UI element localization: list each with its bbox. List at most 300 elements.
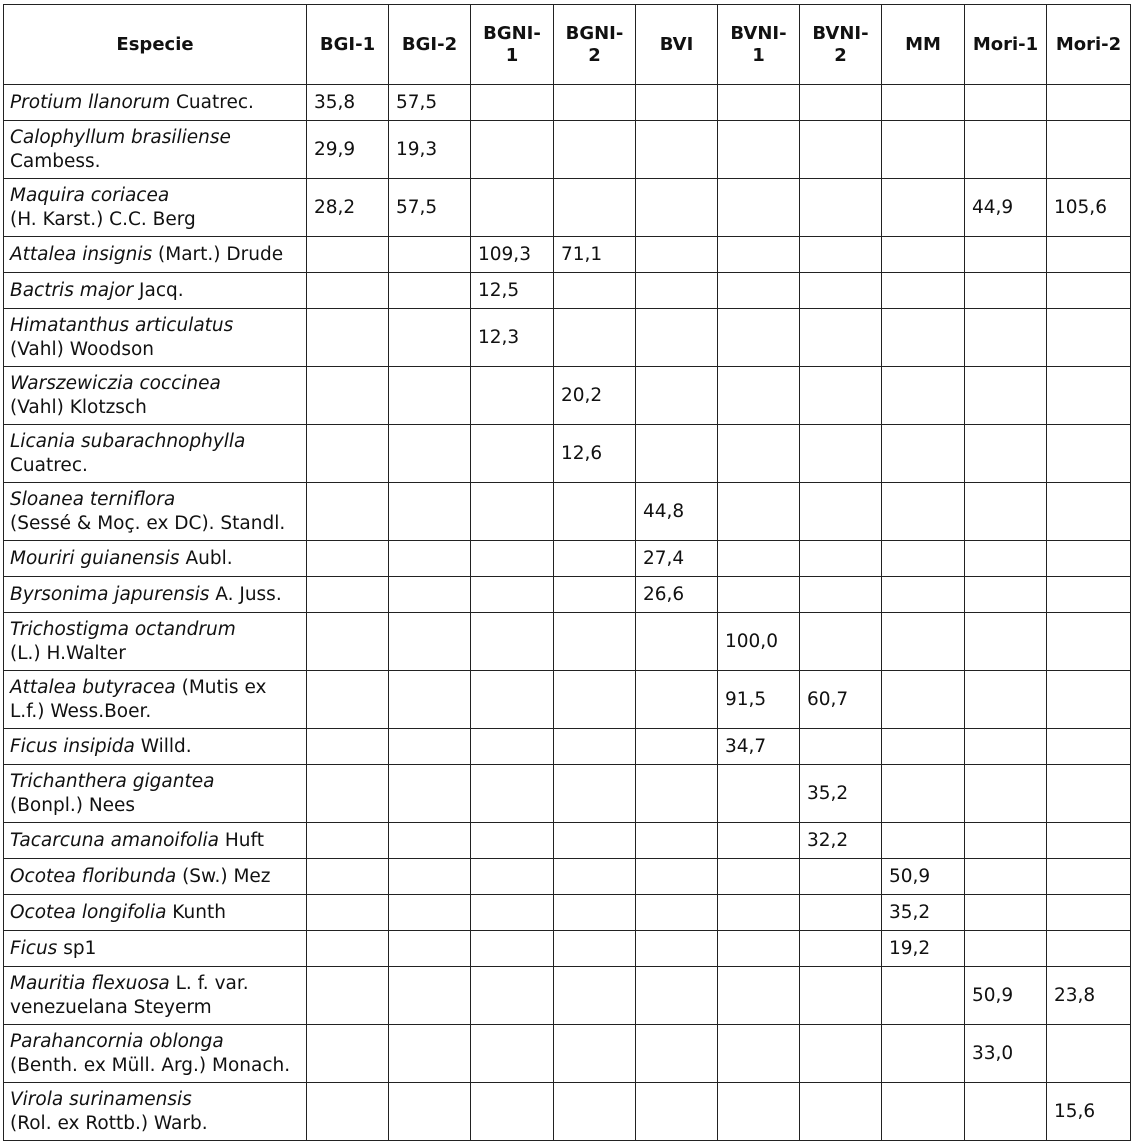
author-name: (Rol. ex Rottb.) Warb. <box>10 1112 208 1134</box>
scientific-name: Trichanthera gigantea <box>10 770 215 792</box>
author-name: (Sw.) Mez <box>176 865 271 887</box>
value-cell <box>1047 671 1131 729</box>
value-cell <box>636 179 718 237</box>
column-header-especie: Especie <box>4 5 307 85</box>
value-cell <box>554 931 636 967</box>
value-cell <box>471 367 554 425</box>
value-cell: 44,9 <box>965 179 1047 237</box>
species-name-cell <box>4 367 307 425</box>
value-cell <box>718 1025 800 1083</box>
value-cell <box>636 367 718 425</box>
table-row <box>4 895 1131 931</box>
species-name-cell <box>4 895 307 931</box>
species-name-cell <box>4 823 307 859</box>
value-cell <box>800 121 882 179</box>
value-cell <box>471 1083 554 1141</box>
value-cell <box>636 671 718 729</box>
value-cell <box>800 613 882 671</box>
table-row <box>4 931 1131 967</box>
value-cell <box>718 859 800 895</box>
value-cell <box>718 179 800 237</box>
column-header-bgi-1: BGI-1 <box>307 5 389 85</box>
scientific-name: Himatanthus articulatus <box>10 314 234 336</box>
column-header-mori-1: Mori-1 <box>965 5 1047 85</box>
value-cell: 50,9 <box>965 967 1047 1025</box>
value-cell <box>882 729 965 765</box>
column-header-mori-2: Mori-2 <box>1047 5 1131 85</box>
value-cell <box>800 1025 882 1083</box>
value-cell: 28,2 <box>307 179 389 237</box>
value-cell: 32,2 <box>800 823 882 859</box>
value-cell <box>389 425 471 483</box>
species-name-cell <box>4 1025 307 1083</box>
value-cell <box>307 613 389 671</box>
value-cell: 57,5 <box>389 179 471 237</box>
species-name-cell <box>4 85 307 121</box>
species-name-cell <box>4 483 307 541</box>
value-cell <box>882 541 965 577</box>
value-cell <box>471 765 554 823</box>
value-cell <box>965 729 1047 765</box>
value-cell <box>718 541 800 577</box>
value-cell <box>1047 273 1131 309</box>
value-cell <box>800 577 882 613</box>
value-cell <box>307 671 389 729</box>
value-cell <box>1047 613 1131 671</box>
value-cell <box>389 309 471 367</box>
value-cell <box>965 483 1047 541</box>
value-cell <box>471 671 554 729</box>
table-header-row <box>4 5 1131 85</box>
species-name-cell <box>4 179 307 237</box>
value-cell <box>800 895 882 931</box>
value-cell <box>800 309 882 367</box>
table-row <box>4 273 1131 309</box>
value-cell <box>307 931 389 967</box>
value-cell <box>636 273 718 309</box>
table-row <box>4 1083 1131 1141</box>
value-cell <box>471 967 554 1025</box>
value-cell <box>554 613 636 671</box>
value-cell: 33,0 <box>965 1025 1047 1083</box>
value-cell <box>307 541 389 577</box>
value-cell <box>389 577 471 613</box>
value-cell <box>636 85 718 121</box>
author-name: L. f. var. venezuelana Steyerm <box>10 972 249 1018</box>
value-cell <box>965 425 1047 483</box>
value-cell <box>800 1083 882 1141</box>
value-cell <box>718 1083 800 1141</box>
value-cell <box>307 273 389 309</box>
scientific-name: Attalea butyracea <box>10 676 176 698</box>
value-cell <box>471 1025 554 1083</box>
scientific-name: Calophyllum brasiliense <box>10 126 231 148</box>
value-cell <box>718 273 800 309</box>
value-cell: 100,0 <box>718 613 800 671</box>
author-name: (Vahl) Klotzsch <box>10 396 147 418</box>
species-name-cell <box>4 541 307 577</box>
value-cell <box>471 729 554 765</box>
table-row <box>4 541 1131 577</box>
value-cell: 19,2 <box>882 931 965 967</box>
value-cell: 57,5 <box>389 85 471 121</box>
value-cell <box>471 541 554 577</box>
scientific-name: Mouriri guianensis <box>10 547 180 569</box>
value-cell <box>718 823 800 859</box>
species-table <box>3 4 1131 1141</box>
table-row <box>4 859 1131 895</box>
value-cell <box>636 729 718 765</box>
value-cell <box>800 967 882 1025</box>
value-cell <box>636 1083 718 1141</box>
value-cell <box>1047 765 1131 823</box>
value-cell <box>636 895 718 931</box>
value-cell <box>882 671 965 729</box>
scientific-name: Ocotea floribunda <box>10 865 177 887</box>
value-cell <box>965 541 1047 577</box>
value-cell <box>800 729 882 765</box>
value-cell <box>471 895 554 931</box>
value-cell <box>965 577 1047 613</box>
value-cell <box>1047 823 1131 859</box>
species-name-cell <box>4 931 307 967</box>
value-cell <box>636 823 718 859</box>
value-cell: 27,4 <box>636 541 718 577</box>
value-cell <box>636 931 718 967</box>
author-name: (Benth. ex Müll. Arg.) Monach. <box>10 1054 291 1076</box>
value-cell <box>471 577 554 613</box>
table-row <box>4 1025 1131 1083</box>
column-header-bvni-2: BVNI- 2 <box>800 5 882 85</box>
value-cell: 12,3 <box>471 309 554 367</box>
value-cell <box>307 729 389 765</box>
value-cell <box>882 823 965 859</box>
value-cell <box>1047 1025 1131 1083</box>
author-name: (Bonpl.) Nees <box>10 794 136 816</box>
value-cell <box>307 237 389 273</box>
value-cell <box>554 273 636 309</box>
author-name: (Sessé & Moç. ex DC). Standl. <box>10 512 286 534</box>
scientific-name: Bactris major <box>10 279 134 301</box>
value-cell <box>554 895 636 931</box>
value-cell: 35,2 <box>800 765 882 823</box>
value-cell <box>636 237 718 273</box>
species-name-cell <box>4 765 307 823</box>
value-cell <box>389 671 471 729</box>
value-cell <box>471 931 554 967</box>
value-cell <box>389 273 471 309</box>
value-cell: 71,1 <box>554 237 636 273</box>
table-row <box>4 309 1131 367</box>
value-cell: 109,3 <box>471 237 554 273</box>
value-cell <box>882 483 965 541</box>
value-cell <box>882 273 965 309</box>
value-cell <box>389 765 471 823</box>
author-name: Cuatrec. <box>10 454 88 476</box>
value-cell <box>471 425 554 483</box>
value-cell: 23,8 <box>1047 967 1131 1025</box>
value-cell <box>800 859 882 895</box>
value-cell <box>800 425 882 483</box>
value-cell: 19,3 <box>389 121 471 179</box>
value-cell <box>965 309 1047 367</box>
value-cell <box>389 367 471 425</box>
author-name: (Mart.) Drude <box>152 243 284 265</box>
scientific-name: Sloanea terniflora <box>10 488 176 510</box>
value-cell <box>718 237 800 273</box>
value-cell <box>389 729 471 765</box>
value-cell <box>800 483 882 541</box>
value-cell <box>471 483 554 541</box>
value-cell <box>554 765 636 823</box>
value-cell <box>554 729 636 765</box>
value-cell <box>307 967 389 1025</box>
value-cell <box>800 273 882 309</box>
value-cell <box>1047 237 1131 273</box>
scientific-name: Tacarcuna amanoifolia <box>10 829 219 851</box>
scientific-name: Virola surinamensis <box>10 1088 192 1110</box>
value-cell <box>718 577 800 613</box>
value-cell <box>800 85 882 121</box>
value-cell <box>718 765 800 823</box>
value-cell <box>965 237 1047 273</box>
species-name-cell <box>4 237 307 273</box>
value-cell <box>554 967 636 1025</box>
value-cell <box>965 765 1047 823</box>
species-name-cell <box>4 859 307 895</box>
value-cell <box>636 765 718 823</box>
value-cell <box>718 367 800 425</box>
value-cell: 20,2 <box>554 367 636 425</box>
value-cell <box>554 859 636 895</box>
value-cell <box>965 121 1047 179</box>
value-cell <box>471 121 554 179</box>
value-cell: 50,9 <box>882 859 965 895</box>
value-cell <box>636 859 718 895</box>
value-cell <box>471 859 554 895</box>
value-cell <box>389 859 471 895</box>
scientific-name: Licania subarachnophylla <box>10 430 246 452</box>
column-header-mm: MM <box>882 5 965 85</box>
value-cell <box>882 1083 965 1141</box>
value-cell <box>1047 121 1131 179</box>
value-cell <box>554 483 636 541</box>
value-cell <box>965 273 1047 309</box>
species-name-cell <box>4 309 307 367</box>
value-cell <box>965 1083 1047 1141</box>
scientific-name: Maquira coriacea <box>10 184 170 206</box>
value-cell <box>882 425 965 483</box>
value-cell <box>389 1025 471 1083</box>
value-cell <box>307 823 389 859</box>
value-cell <box>636 425 718 483</box>
value-cell <box>718 85 800 121</box>
value-cell <box>1047 541 1131 577</box>
value-cell <box>882 237 965 273</box>
value-cell <box>1047 85 1131 121</box>
value-cell <box>718 967 800 1025</box>
table-row <box>4 425 1131 483</box>
value-cell <box>389 483 471 541</box>
value-cell <box>1047 425 1131 483</box>
value-cell <box>800 179 882 237</box>
value-cell: 26,6 <box>636 577 718 613</box>
value-cell <box>471 85 554 121</box>
value-cell <box>554 1025 636 1083</box>
value-cell <box>554 179 636 237</box>
column-header-bvni-1: BVNI- 1 <box>718 5 800 85</box>
value-cell <box>636 309 718 367</box>
scientific-name: Mauritia flexuosa <box>10 972 170 994</box>
value-cell: 29,9 <box>307 121 389 179</box>
value-cell: 91,5 <box>718 671 800 729</box>
table-row <box>4 179 1131 237</box>
author-name: Jacq. <box>133 279 184 301</box>
scientific-name: Trichostigma octandrum <box>10 618 236 640</box>
value-cell <box>1047 895 1131 931</box>
value-cell <box>554 309 636 367</box>
author-name: sp1 <box>57 937 97 959</box>
value-cell <box>882 765 965 823</box>
author-name: (Mutis ex L.f.) Wess.Boer. <box>10 676 267 722</box>
author-name: A. Juss. <box>209 583 282 605</box>
species-name-cell <box>4 425 307 483</box>
author-name: Huft <box>218 829 264 851</box>
value-cell <box>1047 367 1131 425</box>
value-cell <box>718 931 800 967</box>
value-cell <box>718 121 800 179</box>
value-cell <box>965 671 1047 729</box>
species-name-cell <box>4 967 307 1025</box>
table-body <box>4 85 1131 1141</box>
value-cell <box>389 823 471 859</box>
scientific-name: Protium llanorum <box>10 91 171 113</box>
value-cell <box>800 367 882 425</box>
value-cell <box>554 671 636 729</box>
value-cell <box>389 1083 471 1141</box>
value-cell <box>554 85 636 121</box>
table-row <box>4 237 1131 273</box>
author-name: Kunth <box>166 901 226 923</box>
table-row <box>4 483 1131 541</box>
value-cell <box>718 425 800 483</box>
value-cell <box>307 1083 389 1141</box>
scientific-name: Parahancornia oblonga <box>10 1030 224 1052</box>
value-cell: 105,6 <box>1047 179 1131 237</box>
scientific-name: Byrsonima japurensis <box>10 583 210 605</box>
value-cell <box>882 613 965 671</box>
value-cell <box>718 895 800 931</box>
table-row <box>4 967 1131 1025</box>
species-name-cell <box>4 729 307 765</box>
value-cell <box>307 483 389 541</box>
scientific-name: Ficus insipida <box>10 735 135 757</box>
table-row <box>4 121 1131 179</box>
value-cell <box>1047 859 1131 895</box>
column-header-bvi: BVI <box>636 5 718 85</box>
author-name: Willd. <box>134 735 192 757</box>
species-name-cell <box>4 671 307 729</box>
value-cell <box>718 309 800 367</box>
value-cell <box>882 309 965 367</box>
value-cell: 12,6 <box>554 425 636 483</box>
value-cell <box>389 613 471 671</box>
value-cell <box>882 1025 965 1083</box>
scientific-name: Warszewiczia coccinea <box>10 372 221 394</box>
value-cell: 35,8 <box>307 85 389 121</box>
value-cell: 15,6 <box>1047 1083 1131 1141</box>
value-cell <box>965 931 1047 967</box>
table-row <box>4 85 1131 121</box>
author-name: (H. Karst.) C.C. Berg <box>10 208 196 230</box>
author-name: (Vahl) Woodson <box>10 338 155 360</box>
scientific-name: Attalea insignis <box>10 243 153 265</box>
value-cell: 12,5 <box>471 273 554 309</box>
value-cell <box>965 367 1047 425</box>
author-name: Aubl. <box>179 547 233 569</box>
value-cell <box>882 367 965 425</box>
value-cell <box>1047 309 1131 367</box>
value-cell <box>307 859 389 895</box>
value-cell <box>307 309 389 367</box>
table-row <box>4 823 1131 859</box>
table-row <box>4 729 1131 765</box>
author-name: (L.) H.Walter <box>10 642 126 664</box>
value-cell <box>389 237 471 273</box>
value-cell <box>1047 931 1131 967</box>
value-cell <box>389 895 471 931</box>
author-name: Cuatrec. <box>170 91 254 113</box>
species-name-cell <box>4 273 307 309</box>
value-cell <box>636 121 718 179</box>
table-row <box>4 765 1131 823</box>
scientific-name: Ficus <box>10 937 58 959</box>
value-cell <box>882 85 965 121</box>
value-cell <box>800 931 882 967</box>
value-cell <box>882 121 965 179</box>
value-cell <box>471 179 554 237</box>
value-cell <box>636 613 718 671</box>
scientific-name: Ocotea longifolia <box>10 901 167 923</box>
value-cell <box>636 1025 718 1083</box>
value-cell <box>882 967 965 1025</box>
value-cell: 60,7 <box>800 671 882 729</box>
value-cell <box>389 967 471 1025</box>
column-header-bgi-2: BGI-2 <box>389 5 471 85</box>
value-cell <box>1047 577 1131 613</box>
value-cell <box>1047 729 1131 765</box>
value-cell <box>389 541 471 577</box>
value-cell <box>1047 483 1131 541</box>
table-row <box>4 367 1131 425</box>
value-cell <box>471 613 554 671</box>
value-cell <box>554 541 636 577</box>
table-row <box>4 671 1131 729</box>
value-cell <box>965 85 1047 121</box>
table-row <box>4 613 1131 671</box>
value-cell <box>965 895 1047 931</box>
value-cell <box>800 237 882 273</box>
species-name-cell <box>4 121 307 179</box>
value-cell <box>554 823 636 859</box>
value-cell <box>471 823 554 859</box>
value-cell <box>718 483 800 541</box>
value-cell <box>965 613 1047 671</box>
value-cell <box>307 895 389 931</box>
value-cell <box>307 367 389 425</box>
value-cell: 35,2 <box>882 895 965 931</box>
table-row <box>4 577 1131 613</box>
